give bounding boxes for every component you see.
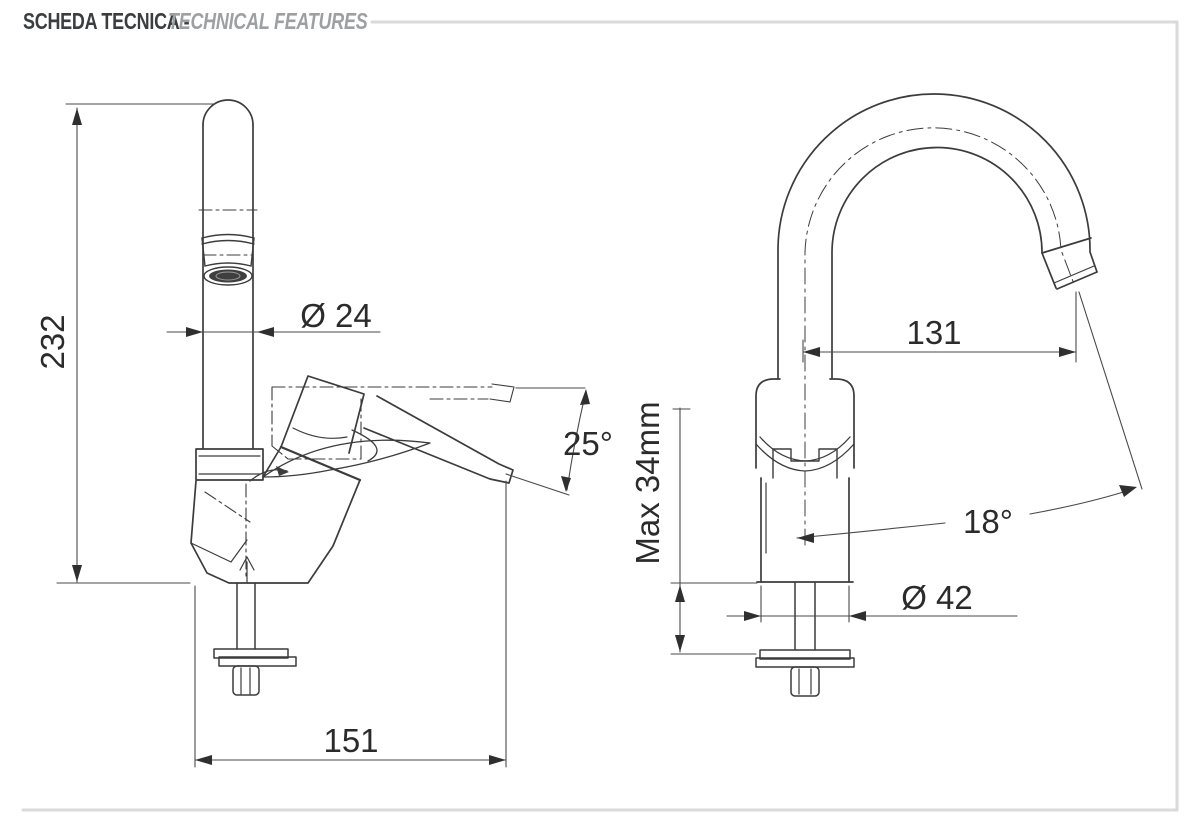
dim-spout-diameter: Ø 24 [300, 297, 372, 334]
dim-spout-reach: 131 [906, 314, 962, 351]
ghost-handle-end [490, 384, 514, 402]
dim-overall-height: 232 [34, 314, 71, 370]
front-mounting-nut [791, 667, 819, 696]
sheet-title-english: TECHNICAL FEATURES [168, 7, 368, 34]
swivel-collar [196, 449, 263, 480]
dim-handle-angle: 25° [563, 425, 613, 462]
body-outline [191, 480, 360, 583]
side-view-dimensions [57, 104, 590, 767]
lever-handle [352, 396, 513, 483]
dim-overall-depth: 151 [323, 722, 379, 759]
front-view [629, 94, 1142, 696]
tip-junction [1042, 238, 1091, 253]
tip-face [1057, 272, 1097, 289]
sheet-frame [23, 22, 1177, 810]
aerator [202, 235, 254, 286]
side-view [34, 100, 613, 767]
front-inlet-shank [756, 583, 854, 696]
mounting-nut [233, 666, 259, 695]
inlet-shank [214, 583, 296, 695]
hidden-lines [199, 210, 492, 578]
sheet-title-italian: SCHEDA TECNICA - [23, 7, 190, 34]
dim-outlet-angle: 18° [963, 503, 1013, 540]
dim-body-diameter: Ø 42 [901, 579, 973, 616]
dim-max-mounting-thickness: Max 34mm [629, 401, 666, 565]
